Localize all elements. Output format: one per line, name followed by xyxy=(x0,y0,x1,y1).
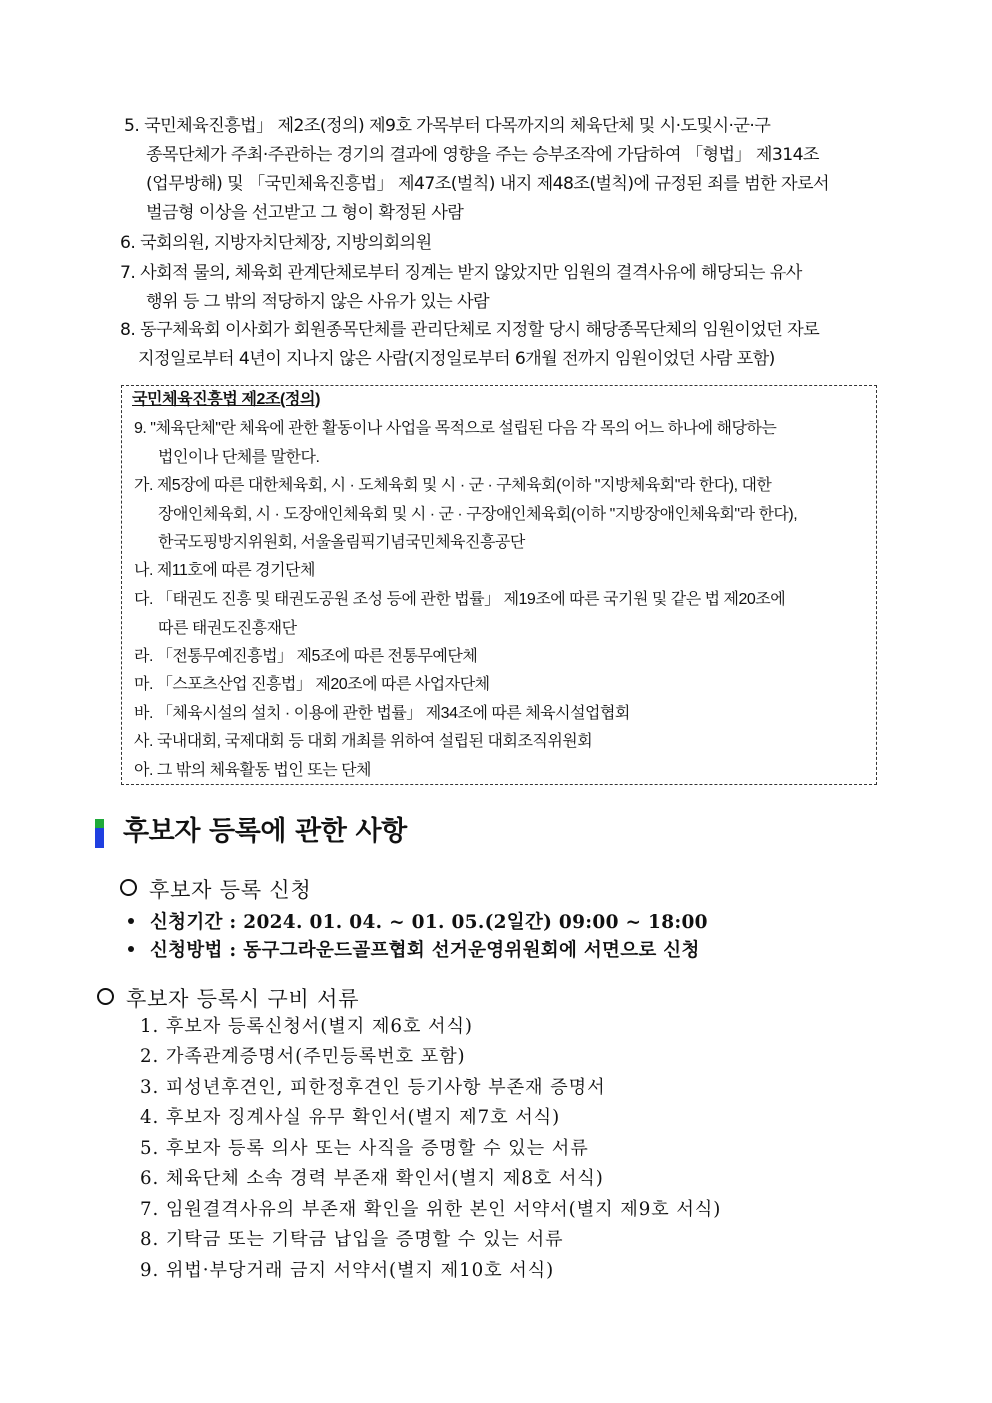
document-item: 4. 후보자 징계사실 유무 확인서(별지 제7호 서식) xyxy=(140,1107,561,1128)
law-text: 바. 「체육시설의 설치 · 이용에 관한 법률」 제34조에 따른 체육시설업협회 xyxy=(134,705,630,722)
registration-method xyxy=(128,936,700,966)
item-text: 사회적 물의, 체육회 관계단체로부터 징계는 받지 않았지만 임원의 결격사유에 해당되는 유사 xyxy=(140,263,802,283)
document-item: 6. 체육단체 소속 경력 부존재 확인서(별지 제8호 서식) xyxy=(140,1168,604,1189)
item-text: 동구체육회 이사회가 회원종목단체를 관리단체로 지정할 당시 해당종목단체의 임원이었던 자로 xyxy=(140,320,820,340)
item-text: 지정일로부터 4년이 지나지 않은 사람(지정일로부터 6개월 전까지 임원이었던 사람 포함) xyxy=(138,349,775,369)
law-item-da xyxy=(134,586,785,643)
law-item-ga xyxy=(134,472,797,558)
registration-period xyxy=(128,908,708,938)
law-text: 나. 제11호에 따른 경기단체 xyxy=(134,562,315,579)
law-text: 따른 태권도진흥재단 xyxy=(158,619,297,637)
method-text: 신청방법 : 동구그라운드골프협회 선거운영위원회에 서면으로 신청 xyxy=(150,940,700,961)
registration-heading xyxy=(120,875,312,905)
law-text: 9. "체육단체"란 체육에 관한 활동이나 사업을 목적으로 설립된 다음 각 목의 어느 하나에 해당하는 xyxy=(134,420,777,437)
law-box-title: 국민체육진흥법 제2조(정의) xyxy=(132,391,321,408)
item-number: 5. xyxy=(124,116,140,136)
document-item: 9. 위법·부당거래 금지 서약서(별지 제10호 서식) xyxy=(140,1260,555,1281)
item-text: (업무방해) 및 「국민체육진흥법」 제47조(벌칙) 내지 제48조(벌칙)에 규정된 죄를 범한 자로서 xyxy=(146,174,830,194)
law-text: 한국도핑방지위원회, 서울올림픽기념국민체육진흥공단 xyxy=(158,534,525,551)
section-marker-icon xyxy=(95,819,104,848)
ineligibility-item-5 xyxy=(124,112,829,228)
item-number: 7. xyxy=(120,263,136,283)
bullet-icon xyxy=(128,918,134,924)
item-text: 행위 등 그 밖의 적당하지 않은 사유가 있는 사람 xyxy=(146,292,489,312)
law-item-ba xyxy=(134,700,630,729)
document-item: 7. 임원결격사유의 부존재 확인을 위한 본인 서약서(별지 제9호 서식) xyxy=(140,1199,722,1220)
item-text: 국민체육진흥법」 제2조(정의) 제9호 가목부터 다목까지의 체육단체 및 시·도및시·군·구 xyxy=(144,116,771,136)
document-item: 1. 후보자 등록신청서(별지 제6호 서식) xyxy=(140,1016,473,1037)
law-text: 가. 제5장에 따른 대한체육회, 시 · 도체육회 및 시 · 군 · 구체육회(이하 "지방체육회"라 한다), 대한 xyxy=(134,477,772,494)
heading-text: 후보자 등록 신청 xyxy=(149,878,312,902)
bullet-icon xyxy=(128,946,134,952)
ineligibility-item-6 xyxy=(120,229,432,258)
document-item: 2. 가족관계증명서(주민등록번호 포함) xyxy=(140,1046,466,1067)
circle-bullet-icon xyxy=(97,988,114,1005)
law-text: 마. 「스포츠산업 진흥법」 제20조에 따른 사업자단체 xyxy=(134,676,490,693)
law-item-ra xyxy=(134,643,477,672)
law-text: 다. 「태권도 진흥 및 태권도공원 조성 등에 관한 법률」 제19조에 따른 국기원 및 같은 법 제20조에 xyxy=(134,591,786,608)
item-text: 국회의원, 지방자치단체장, 지방의회의원 xyxy=(140,233,432,253)
law-item-na xyxy=(134,557,315,586)
documents-heading xyxy=(97,984,359,1014)
law-item-sa xyxy=(134,728,592,757)
ineligibility-item-8 xyxy=(120,316,819,374)
law-text: 법인이나 단체를 말한다. xyxy=(158,448,320,466)
document-item: 8. 기탁금 또는 기탁금 납입을 증명할 수 있는 서류 xyxy=(140,1229,564,1250)
law-text: 라. 「전통무예진흥법」 제5조에 따른 전통무예단체 xyxy=(134,648,478,665)
ineligibility-item-7 xyxy=(120,259,802,317)
section-title: 후보자 등록에 관한 사항 xyxy=(123,816,407,847)
item-text: 벌금형 이상을 선고받고 그 형이 확정된 사람 xyxy=(146,203,464,223)
item-number: 6. xyxy=(120,233,136,253)
law-text: 아. 그 밖의 체육활동 법인 또는 단체 xyxy=(134,762,372,779)
heading-text: 후보자 등록시 구비 서류 xyxy=(126,987,360,1011)
document-item: 5. 후보자 등록 의사 또는 사직을 증명할 수 있는 서류 xyxy=(140,1138,589,1159)
item-number: 8. xyxy=(120,320,136,340)
law-text: 장애인체육회, 시 · 도장애인체육회 및 시 · 군 · 구장애인체육회(이하 "지방장애인체육회"라 한다), xyxy=(158,505,798,523)
law-item-ma xyxy=(134,671,490,700)
item-text: 종목단체가 주최·주관하는 경기의 결과에 영향을 주는 승부조작에 가담하여 「형법」 제314조 xyxy=(146,145,819,165)
circle-bullet-icon xyxy=(120,879,137,896)
law-text: 사. 국내대회, 국제대회 등 대회 개최를 위하여 설립된 대회조직위원회 xyxy=(134,733,593,750)
law-item-9 xyxy=(134,415,776,472)
period-text: 신청기간 : 2024. 01. 04. ~ 01. 05.(2일간) 09:00 ~ 18:00 xyxy=(150,912,708,933)
law-item-a xyxy=(134,757,371,786)
document-item: 3. 피성년후견인, 피한정후견인 등기사항 부존재 증명서 xyxy=(140,1077,606,1098)
